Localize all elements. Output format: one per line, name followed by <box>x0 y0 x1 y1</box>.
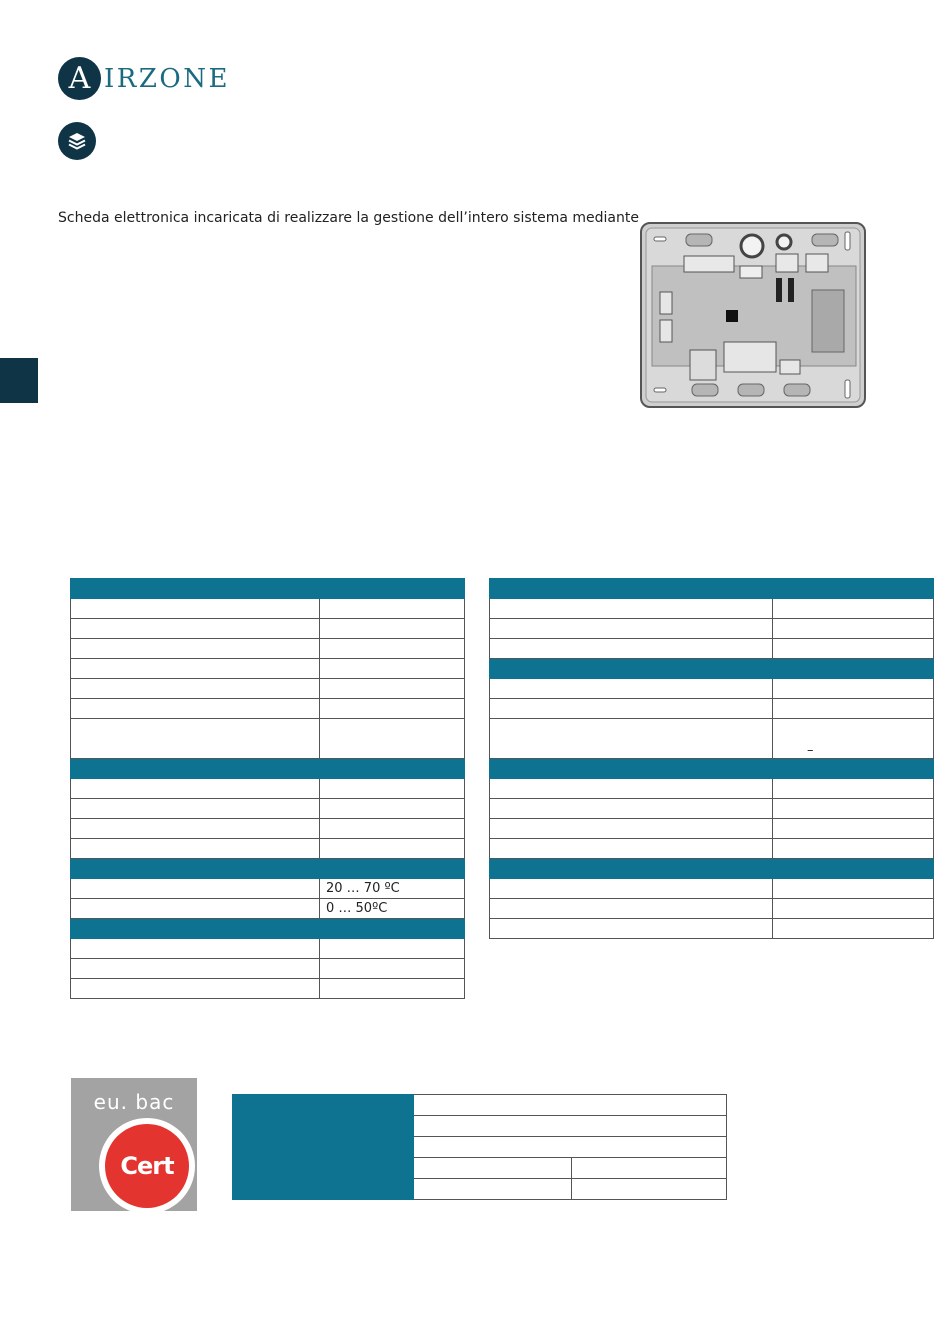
table-row <box>71 679 465 699</box>
cert-seal <box>99 1118 195 1214</box>
section-header <box>490 659 934 679</box>
intro-text: Scheda elettronica incaricata di realizzare la gestione dell’intero sistema mediante <box>58 210 639 226</box>
table-row <box>490 779 934 799</box>
logo-wordmark: IRZONE <box>104 63 230 94</box>
operating-temp-value: 20 … 70 ºC <box>320 879 465 899</box>
spec-table-left <box>70 578 465 999</box>
table-row <box>71 819 465 839</box>
section-header <box>71 919 465 939</box>
table-row <box>71 719 465 759</box>
table-row <box>71 599 465 619</box>
table-row <box>233 1116 727 1137</box>
section-header <box>71 759 465 779</box>
control-board-illustration <box>640 222 868 414</box>
table-row <box>490 619 934 639</box>
table-row <box>71 659 465 679</box>
side-page-tab <box>0 358 38 403</box>
table-row <box>71 799 465 819</box>
airzone-logo <box>58 57 230 100</box>
table-row <box>71 639 465 659</box>
table-row <box>490 599 934 619</box>
table-row <box>490 679 934 699</box>
table-row <box>490 919 934 939</box>
table-row <box>233 1137 727 1158</box>
table-row <box>71 959 465 979</box>
table-row <box>233 1179 727 1200</box>
table-row <box>490 799 934 819</box>
table-row <box>490 639 934 659</box>
table-row <box>490 819 934 839</box>
table-row <box>490 899 934 919</box>
table-row <box>490 699 934 719</box>
section-header <box>71 859 465 879</box>
table-row <box>71 699 465 719</box>
table-row <box>490 839 934 859</box>
table-row <box>233 1095 727 1116</box>
table-row <box>71 979 465 999</box>
eubac-cert-logo <box>71 1078 197 1211</box>
ambient-temp-value: 0 … 50ºC <box>320 899 465 919</box>
table-row <box>71 939 465 959</box>
certification-table <box>232 1094 727 1200</box>
cert-seal-text: Cert <box>105 1124 189 1208</box>
section-header <box>490 859 934 879</box>
table-row <box>490 879 934 899</box>
layers-icon <box>58 122 96 160</box>
logo-initial: A <box>58 57 101 100</box>
spec-table-right <box>489 578 934 939</box>
table-row <box>71 619 465 639</box>
section-header <box>490 579 934 599</box>
section-header <box>71 579 465 599</box>
table-row <box>71 839 465 859</box>
eubac-logo-text: eu. bac <box>93 1090 175 1114</box>
table-row <box>71 779 465 799</box>
table-row <box>71 899 465 919</box>
section-header <box>490 759 934 779</box>
table-row <box>71 879 465 899</box>
table-row <box>490 719 934 759</box>
dash-mark: – <box>807 742 814 758</box>
